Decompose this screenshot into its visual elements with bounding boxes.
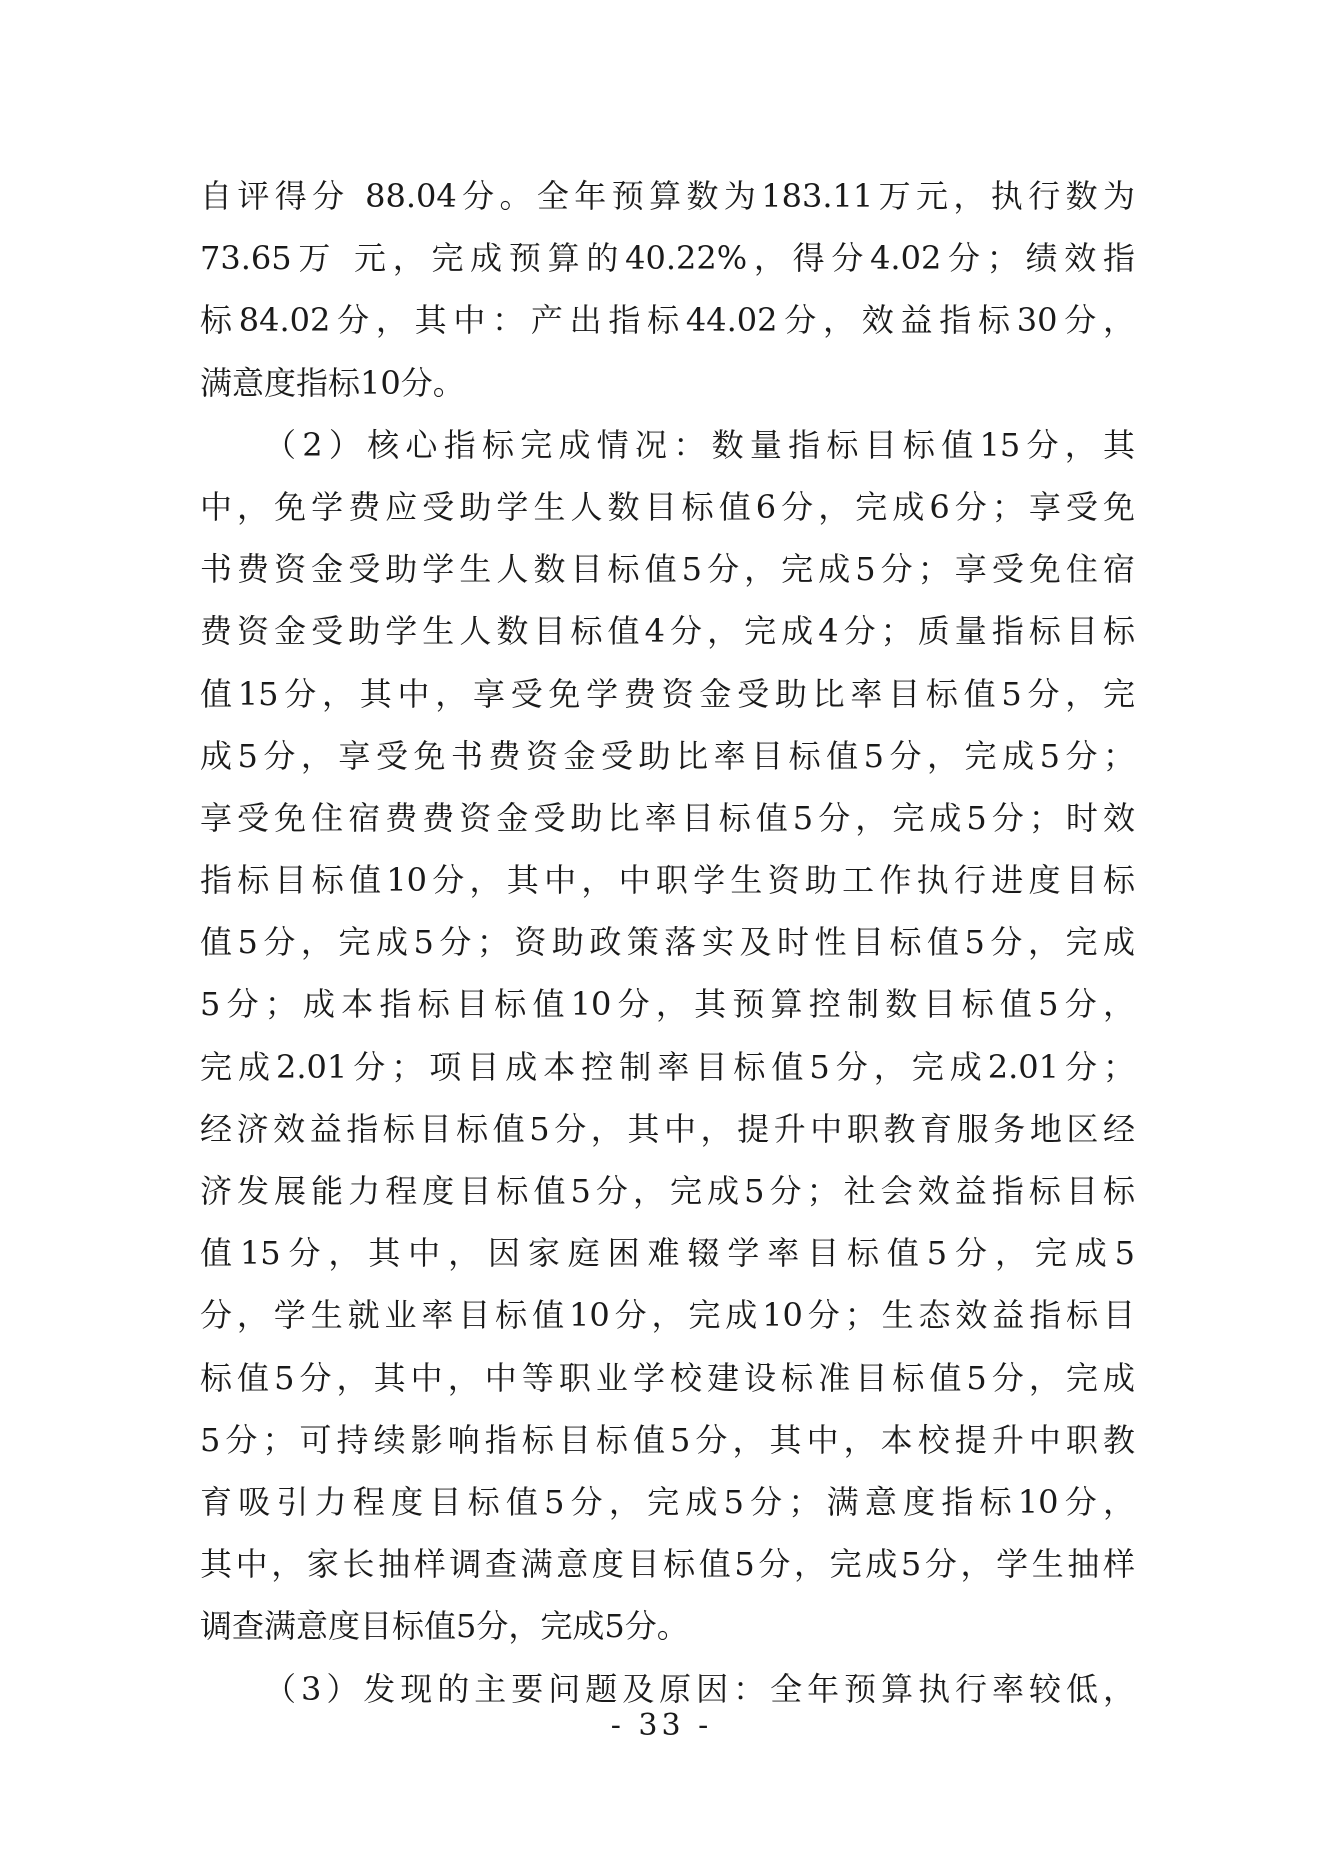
- text-line: 费资金受助学生人数目标值4分，完成4分；质量指标目标: [200, 612, 1135, 651]
- text-line: 标84.02分，其中：产出指标44.02分，效益指标30分，: [200, 301, 1135, 340]
- text-line: 书费资金受助学生人数目标值5分，完成5分；享受免住宿: [200, 550, 1135, 589]
- text-line: 完成2.01分；项目成本控制率目标值5分，完成2.01分；: [200, 1047, 1135, 1086]
- text-line: 享受免住宿费费资金受助比率目标值5分，完成5分；时效: [200, 798, 1135, 837]
- text-line: 济发展能力程度目标值5分，完成5分；社会效益指标目标: [200, 1172, 1135, 1210]
- text-line: 73.65万 元，完成预算的40.22%，得分4.02分；绩效指: [200, 239, 1135, 278]
- text-line: 5分；成本指标目标值10分，其预算控制数目标值5分，: [200, 985, 1135, 1024]
- text-line: （2）核心指标完成情况：数量指标目标值15分，其: [264, 425, 1135, 464]
- body-text: [200, 165, 1135, 1720]
- text-line: 其中，家长抽样调查满意度目标值5分，完成5分，学生抽样: [200, 1545, 1135, 1584]
- text-line: 调查满意度目标值5分，完成5分。: [200, 1607, 689, 1646]
- text-line: 5分；可持续影响指标目标值5分，其中，本校提升中职教: [200, 1420, 1135, 1459]
- text-line: 值15分，其中，享受免学费资金受助比率目标值5分，完: [200, 674, 1135, 713]
- text-line: 值15分，其中，因家庭困难辍学率目标值5分，完成5: [200, 1234, 1135, 1273]
- text-line: 值5分，完成5分；资助政策落实及时性目标值5分，完成: [200, 923, 1135, 962]
- page-number: - 33 -: [610, 1708, 713, 1743]
- text-line: 指标目标值10分，其中，中职学生资助工作执行进度目标: [200, 861, 1135, 900]
- text-line: 成5分，享受免书费资金受助比率目标值5分，完成5分；: [200, 736, 1135, 775]
- text-line: 分，学生就业率目标值10分，完成10分；生态效益指标目: [200, 1296, 1135, 1335]
- text-line: 经济效益指标目标值5分，其中，提升中职教育服务地区经: [200, 1109, 1135, 1148]
- text-line: 标值5分，其中，中等职业学校建设标准目标值5分，完成: [200, 1358, 1135, 1397]
- text-line: 满意度指标10分。: [200, 363, 465, 402]
- text-line: （3）发现的主要问题及原因：全年预算执行率较低，: [264, 1669, 1135, 1708]
- text-line: 中，免学费应受助学生人数目标值6分，完成6分；享受免: [200, 487, 1135, 526]
- text-line: 育吸引力程度目标值5分，完成5分；满意度指标10分，: [200, 1482, 1135, 1521]
- text-line: 自评得分 88.04分。全年预算数为183.11万元，执行数为: [200, 177, 1135, 215]
